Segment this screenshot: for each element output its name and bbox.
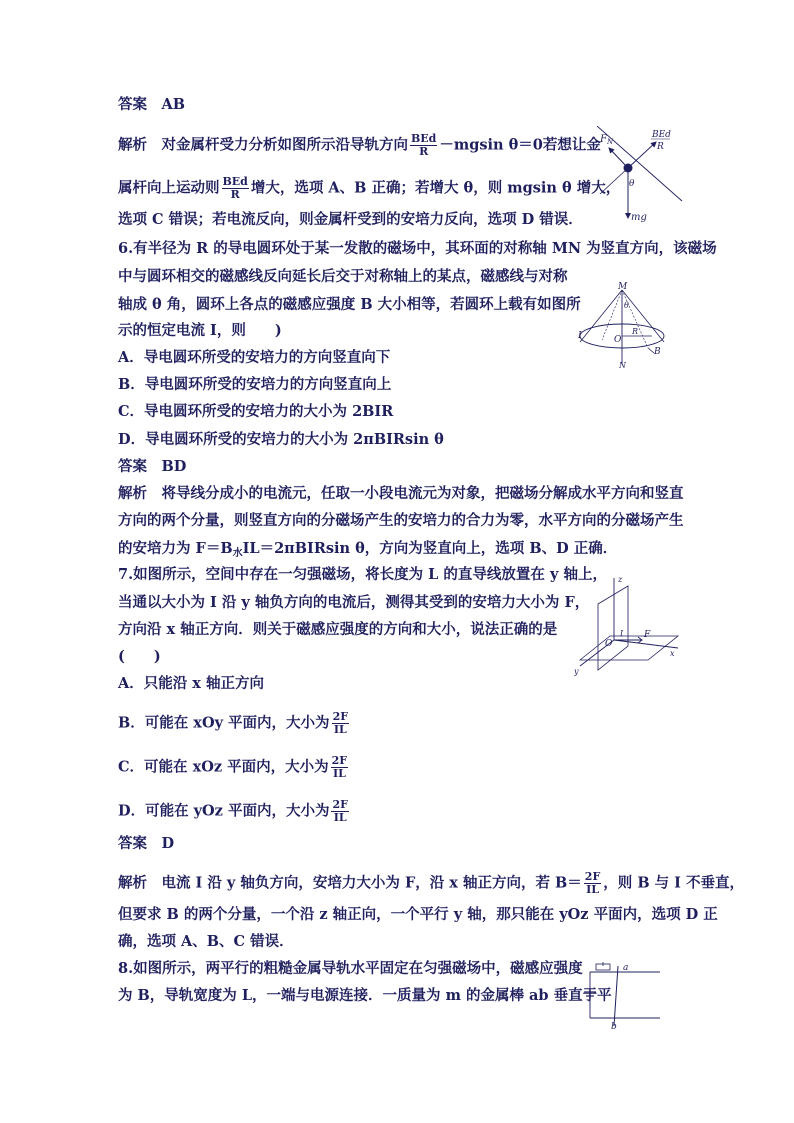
label-r: R — [632, 327, 639, 336]
q6-exp-l3-b: IL＝2πBIRsin θ，方向为竖直向上，选项 B、D 正确． — [242, 540, 618, 557]
q7-option-b — [118, 711, 351, 736]
theta-label: θ — [629, 179, 635, 189]
label-i: I — [620, 629, 624, 638]
q6-stem-line-2: 中与圆环相交的磁感线反向延长后交于对称轴上的某点，磁感线与对称 — [118, 268, 568, 285]
label-theta: θ — [624, 301, 629, 310]
q7-stem-line-1: 7.如图所示，空间中存在一匀强磁场，将长度为 L 的直导线放置在 y 轴上， — [118, 566, 607, 583]
q7-stem-line-2: 当通以大小为 I 沿 y 轴负方向的电流后，测得其受到的安培力大小为 F， — [118, 594, 590, 611]
q8-rails-diagram — [574, 960, 664, 1030]
mg-label: mg — [631, 212, 647, 223]
q7-answer: 答案 D — [118, 835, 175, 852]
q7-option-b-text: B．可能在 xOy 平面内，大小为 — [118, 714, 330, 732]
fraction-denominator: IL — [333, 723, 347, 736]
fraction-denominator: IL — [332, 767, 346, 780]
q7-option-c-fraction — [331, 755, 348, 780]
q5-explanation-line-1 — [118, 133, 601, 158]
q8-stem-line-1: 8.如图所示，两平行的粗糙金属导轨水平固定在匀强磁场中，磁感应强度 — [118, 960, 583, 977]
q7-exp-l1-a: 解析 电流 I 沿 y 轴负方向，安培力大小为 F，沿 x 轴正方向，若 B＝ — [118, 874, 582, 892]
q5-explanation-line-3: 选项 C 错误；若电流反向，则金属杆受到的安培力反向，选项 D 错误． — [118, 211, 583, 228]
label-b: B — [654, 347, 661, 357]
q5-answer: 答案 AB — [118, 96, 186, 113]
q6-explanation-line-2: 方向的两个分量，则竖直方向的分磁场产生的安培力的合力为零，水平方向的分磁场产生 — [118, 512, 684, 529]
label-m: M — [618, 282, 628, 292]
fraction-numerator: 2F — [332, 710, 349, 723]
label-b: b — [611, 1022, 617, 1030]
q7-option-c — [118, 755, 350, 780]
label-f: F — [644, 630, 651, 640]
q5-force-diagram — [594, 126, 684, 224]
fraction-denominator: R — [419, 145, 429, 158]
q6-stem-line-1: 6.有半径为 R 的导电圆环处于某一发散的磁场中，其环面的对称轴 MN 为竖直方向，该磁场 — [118, 240, 717, 257]
q6-stem-line-4: 示的恒定电流 I，则 ) — [118, 322, 282, 339]
cone-right-edge — [622, 290, 664, 342]
fraction-numerator: 2F — [331, 754, 348, 767]
q7-exp-l1-b: ，则 B 与 I 不垂直， — [603, 874, 744, 892]
label-z: z — [618, 575, 623, 584]
q5-exp-l1-fraction — [410, 133, 437, 158]
q5-exp-l2-fraction — [222, 176, 249, 201]
q7-stem-line-3: 方向沿 x 轴正方向．则关于磁感应强度的方向和大小，说法正确的是 — [118, 621, 558, 638]
q5-exp-l2-a: 属杆向上运动则 — [118, 179, 220, 197]
q7-option-a: A．只能沿 x 轴正方向 — [118, 675, 264, 692]
top-frac-den: R — [657, 142, 664, 152]
label-o: O — [605, 639, 613, 649]
q7-option-d-text: D．可能在 yOz 平面内，大小为 — [118, 802, 330, 820]
q7-explanation-line-2: 但要求 B 的两个分量，一个沿 z 轴正向，一个平行 y 轴，那只能在 yOz 平面内，选项 D 正 — [118, 906, 718, 923]
q5-exp-l1-b: －mgsin θ＝0若想让金 — [439, 136, 601, 154]
fraction-numerator: 2F — [584, 870, 601, 883]
q6-stem-line-3: 轴成 θ 角，圆环上各点的磁感应强度 B 大小相等，若圆环上载有如图所 — [118, 296, 581, 313]
fraction-numerator: BEd — [222, 175, 248, 188]
q5-exp-l2-b: 增大，选项 A、B 正确；若增大 θ，则 mgsin θ 增大， — [250, 179, 621, 197]
q7-explanation-line-3: 确，选项 A、B、C 错误． — [118, 933, 294, 950]
q7-axes-diagram — [574, 574, 680, 680]
q6-explanation-line-3 — [118, 540, 617, 563]
ampere-force-arrow — [628, 142, 656, 168]
vertical-plane — [598, 586, 628, 670]
label-y: y — [574, 667, 579, 676]
label-x: x — [670, 649, 675, 658]
q8-stem-line-2: 为 B，导轨宽度为 L，一端与电源连接．一质量为 m 的金属棒 ab 垂直于平 — [118, 987, 612, 1004]
q6-exp-l3-subscript: 水 — [232, 548, 243, 559]
q7-option-d — [118, 799, 351, 824]
fn-label: $F_N$ — [600, 134, 614, 146]
q5-exp-l1-a: 解析 对金属杆受力分析如图所示沿导轨方向 — [118, 136, 408, 154]
fraction-denominator: R — [230, 188, 240, 201]
q6-option-a: A．导电圆环所受的安培力的方向竖直向下 — [118, 349, 391, 366]
label-a: a — [623, 963, 629, 973]
incline-line-2 — [600, 168, 628, 194]
q6-option-d: D．导电圆环所受的安培力的大小为 2πBIRsin θ — [118, 431, 444, 448]
fraction-numerator: BEd — [411, 132, 437, 145]
q7-stem-line-4: ( ) — [118, 648, 161, 665]
q7-option-c-text: C．可能在 xOz 平面内，大小为 — [118, 758, 329, 776]
q6-explanation-line-1: 解析 将导线分成小的电流元，任取一小段电流元为对象，把磁场分解成水平方向和竖直 — [118, 485, 684, 502]
label-n: N — [619, 361, 626, 368]
fraction-denominator: IL — [586, 883, 599, 896]
q5-explanation-line-2 — [118, 176, 620, 201]
q6-ring-diagram — [572, 280, 672, 368]
q6-answer: 答案 BD — [118, 458, 187, 475]
fraction-denominator: IL — [333, 811, 347, 824]
field-line — [622, 290, 648, 348]
top-frac-num: BEd — [652, 130, 671, 140]
q7-exp-l1-fraction — [584, 871, 601, 896]
label-i: I — [578, 331, 582, 341]
q6-option-c: C．导电圆环所受的安培力的大小为 2BIR — [118, 403, 394, 420]
q6-option-b: B．导电圆环所受的安培力的方向竖直向上 — [118, 376, 392, 393]
field-line-2 — [602, 290, 622, 340]
q7-explanation-line-1 — [118, 871, 744, 896]
label-o: O — [614, 335, 622, 345]
q6-exp-l3-a: 的安培力为 F＝B — [118, 540, 233, 557]
metal-rod-ab — [614, 966, 618, 1026]
fraction-numerator: 2F — [332, 798, 348, 811]
q7-option-b-fraction — [332, 711, 349, 736]
q7-option-d-fraction — [331, 799, 348, 824]
